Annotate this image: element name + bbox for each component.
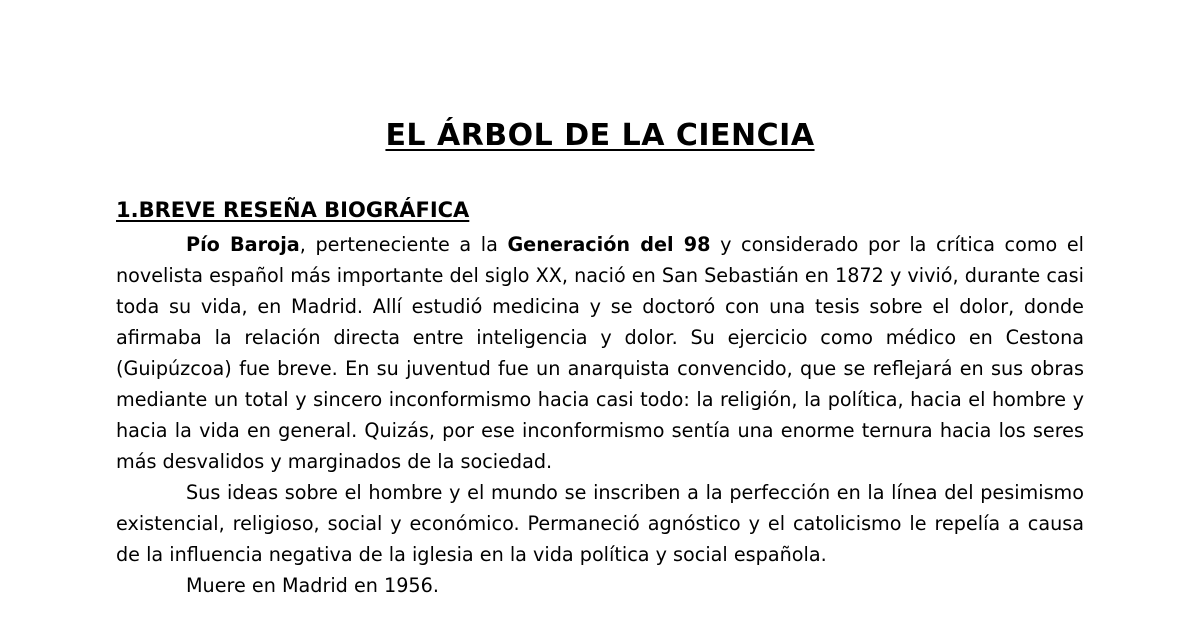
paragraph-ideas: Sus ideas sobre el hombre y el mundo se inscriben a la perfección en la línea del pesimismo existencial, religioso, social y económico. Permaneció agnóstico y el catolicismo le repelía a causa de la influencia negativa de la iglesia en la vida política y social española. <box>116 481 1084 566</box>
generation-name: Generación del 98 <box>507 233 711 256</box>
paragraph-text: y considerado por la crítica como el novelista español más importante del siglo XX, nació en San Sebastián en 1872 y vivió, durante casi toda su vida, en Madrid. Allí estudió medicina y se doctoró con una tesis sobre el dolor, donde afirmaba la relación directa entre inteligencia y dolor. Su ejercicio como médico en Cestona (Guipúzcoa) fue breve. En su juventud fue un anarquista convencido, que se reflejará en sus obras mediante un total y sincero inconformismo hacia casi todo: la religión, la política, hacia el hombre y hacia la vida en general. Quizás, por ese inconformismo sentía una enorme ternura hacia los seres más desvalidos y marginados de la sociedad. <box>116 233 1085 473</box>
section-heading: 1.BREVE RESEÑA BIOGRÁFICA <box>116 198 470 222</box>
section-body <box>116 229 1084 601</box>
document-title: EL ÁRBOL DE LA CIENCIA <box>385 118 815 153</box>
paragraph-biography <box>116 229 1084 477</box>
author-name: Pío Baroja <box>186 233 300 256</box>
paragraph-text: , perteneciente a la <box>299 233 508 256</box>
paragraph-death: Muere en Madrid en 1956. <box>186 574 439 597</box>
